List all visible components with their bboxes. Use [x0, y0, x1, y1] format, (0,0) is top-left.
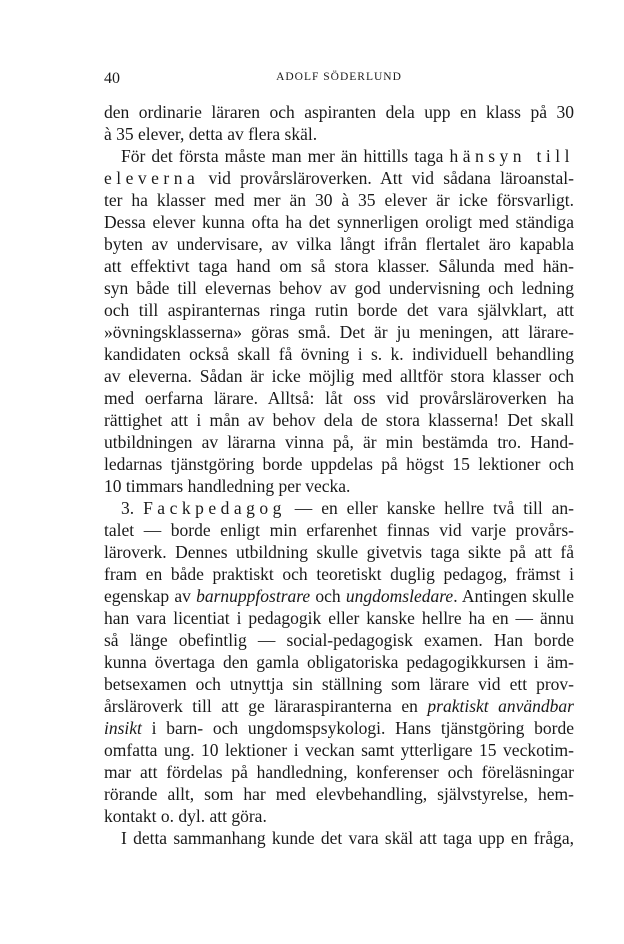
text-line: byten av undervisare, av vilka långt ifrån flertalet äro kapabla — [104, 234, 574, 254]
text-line: och till aspiranternas ringa rutin borde det vara självklart, att — [104, 300, 574, 320]
text-line: läroverk. Dennes utbildning skulle givetvis taga sikte på att få — [104, 542, 574, 562]
text-line: à 35 elever, detta av flera skäl. — [104, 124, 318, 144]
text-line: årsläroverk till att ge läraraspiranterna en praktiskt användbar — [104, 696, 574, 716]
text-line: talet — borde enligt min erfarenhet finnas vid varje provårs- — [104, 520, 574, 540]
page-header — [104, 70, 574, 90]
text-line: 10 timmars handledning per vecka. — [104, 476, 351, 496]
text-line: så länge obefintlig — social-pedagogisk examen. Han borde — [104, 630, 574, 650]
text-line: ter ha klasser med mer än 30 à 35 elever är icke försvarligt. — [104, 190, 574, 210]
text-line: syn både till elevernas behov av god undervisning och ledning — [104, 278, 574, 298]
spaced-emphasis: eleverna — [104, 168, 200, 188]
text-line: utbildningen av lärarna vinna på, är min bestämda tro. Hand- — [104, 432, 574, 452]
italic-term: barnuppfostrare — [196, 586, 311, 606]
text-line: rättighet att i mån av behov dela de stora klasserna! Det skall — [104, 410, 574, 430]
text-line: betsexamen och utnyttja sin ställning som lärare vid ett prov- — [104, 674, 574, 694]
text-line: den ordinarie läraren och aspiranten dela upp en klass på 30 — [104, 102, 574, 122]
spaced-emphasis: hänsyn till — [449, 146, 575, 166]
text-line: kandidaten också skall få övning i s. k. individuell behandling — [104, 344, 574, 364]
text-line: han vara licentiat i pedagogik eller kanske hellre ha en — ännu — [104, 608, 574, 628]
text-line: fram en både praktiskt och teoretiskt duglig pedagog, främst i — [104, 564, 574, 584]
text-line: I detta sammanhang kunde det vara skäl att taga upp en fråga, — [121, 828, 574, 848]
text-line: ledarnas tjänstgöring borde uppdelas på högst 15 lektioner och — [104, 454, 574, 474]
text-line: Dessa elever kunna ofta ha det synnerligen oroligt med ständiga — [104, 212, 574, 232]
text-line: omfatta ung. 10 lektioner i veckan samt ytterligare 15 veckotim- — [104, 740, 574, 760]
text-line: rörande allt, som har med elevbehandling, självstyrelse, hem- — [104, 784, 574, 804]
italic-term: ungdomsledare — [345, 586, 454, 606]
text-line: insikt i barn- och ungdomspsykologi. Hans tjänstgöring borde — [104, 718, 574, 738]
italic-term: insikt — [104, 718, 142, 738]
text-line: 3. Fackpedagog — en eller kanske hellre två till an- — [121, 498, 574, 518]
text-line: kunna övertaga den gamla obligatoriska pedagogikkursen i äm- — [104, 652, 574, 672]
text-line: av eleverna. Sådan är icke möjlig med alltför stora klasser och — [104, 366, 574, 386]
text-line: För det första måste man mer än hittills taga hänsyn till — [121, 146, 575, 166]
text-line: att effektivt taga hand om så stora klasser. Sålunda med hän- — [104, 256, 574, 276]
text-line: mar att fördelas på handledning, konferenser och föreläsningar — [104, 762, 574, 782]
text-line: egenskap av barnuppfostrare och ungdomsledare. Antingen skulle — [104, 586, 574, 606]
text-line: kontakt o. dyl. att göra. — [104, 806, 267, 826]
text-line: med oerfarna lärare. Alltså: låt oss vid provårsläroverken ha — [104, 388, 574, 408]
page-number: 40 — [104, 70, 120, 87]
text-line: »övningsklasserna» göras små. Det är ju meningen, att lärare- — [104, 322, 574, 342]
spaced-emphasis: Fackpedagog — [143, 498, 286, 518]
running-head: ADOLF SÖDERLUND — [276, 71, 402, 83]
text-line: eleverna vid provårsläroverken. Att vid sådana läroanstal- — [104, 168, 574, 188]
italic-term: praktiskt användbar — [427, 696, 574, 716]
